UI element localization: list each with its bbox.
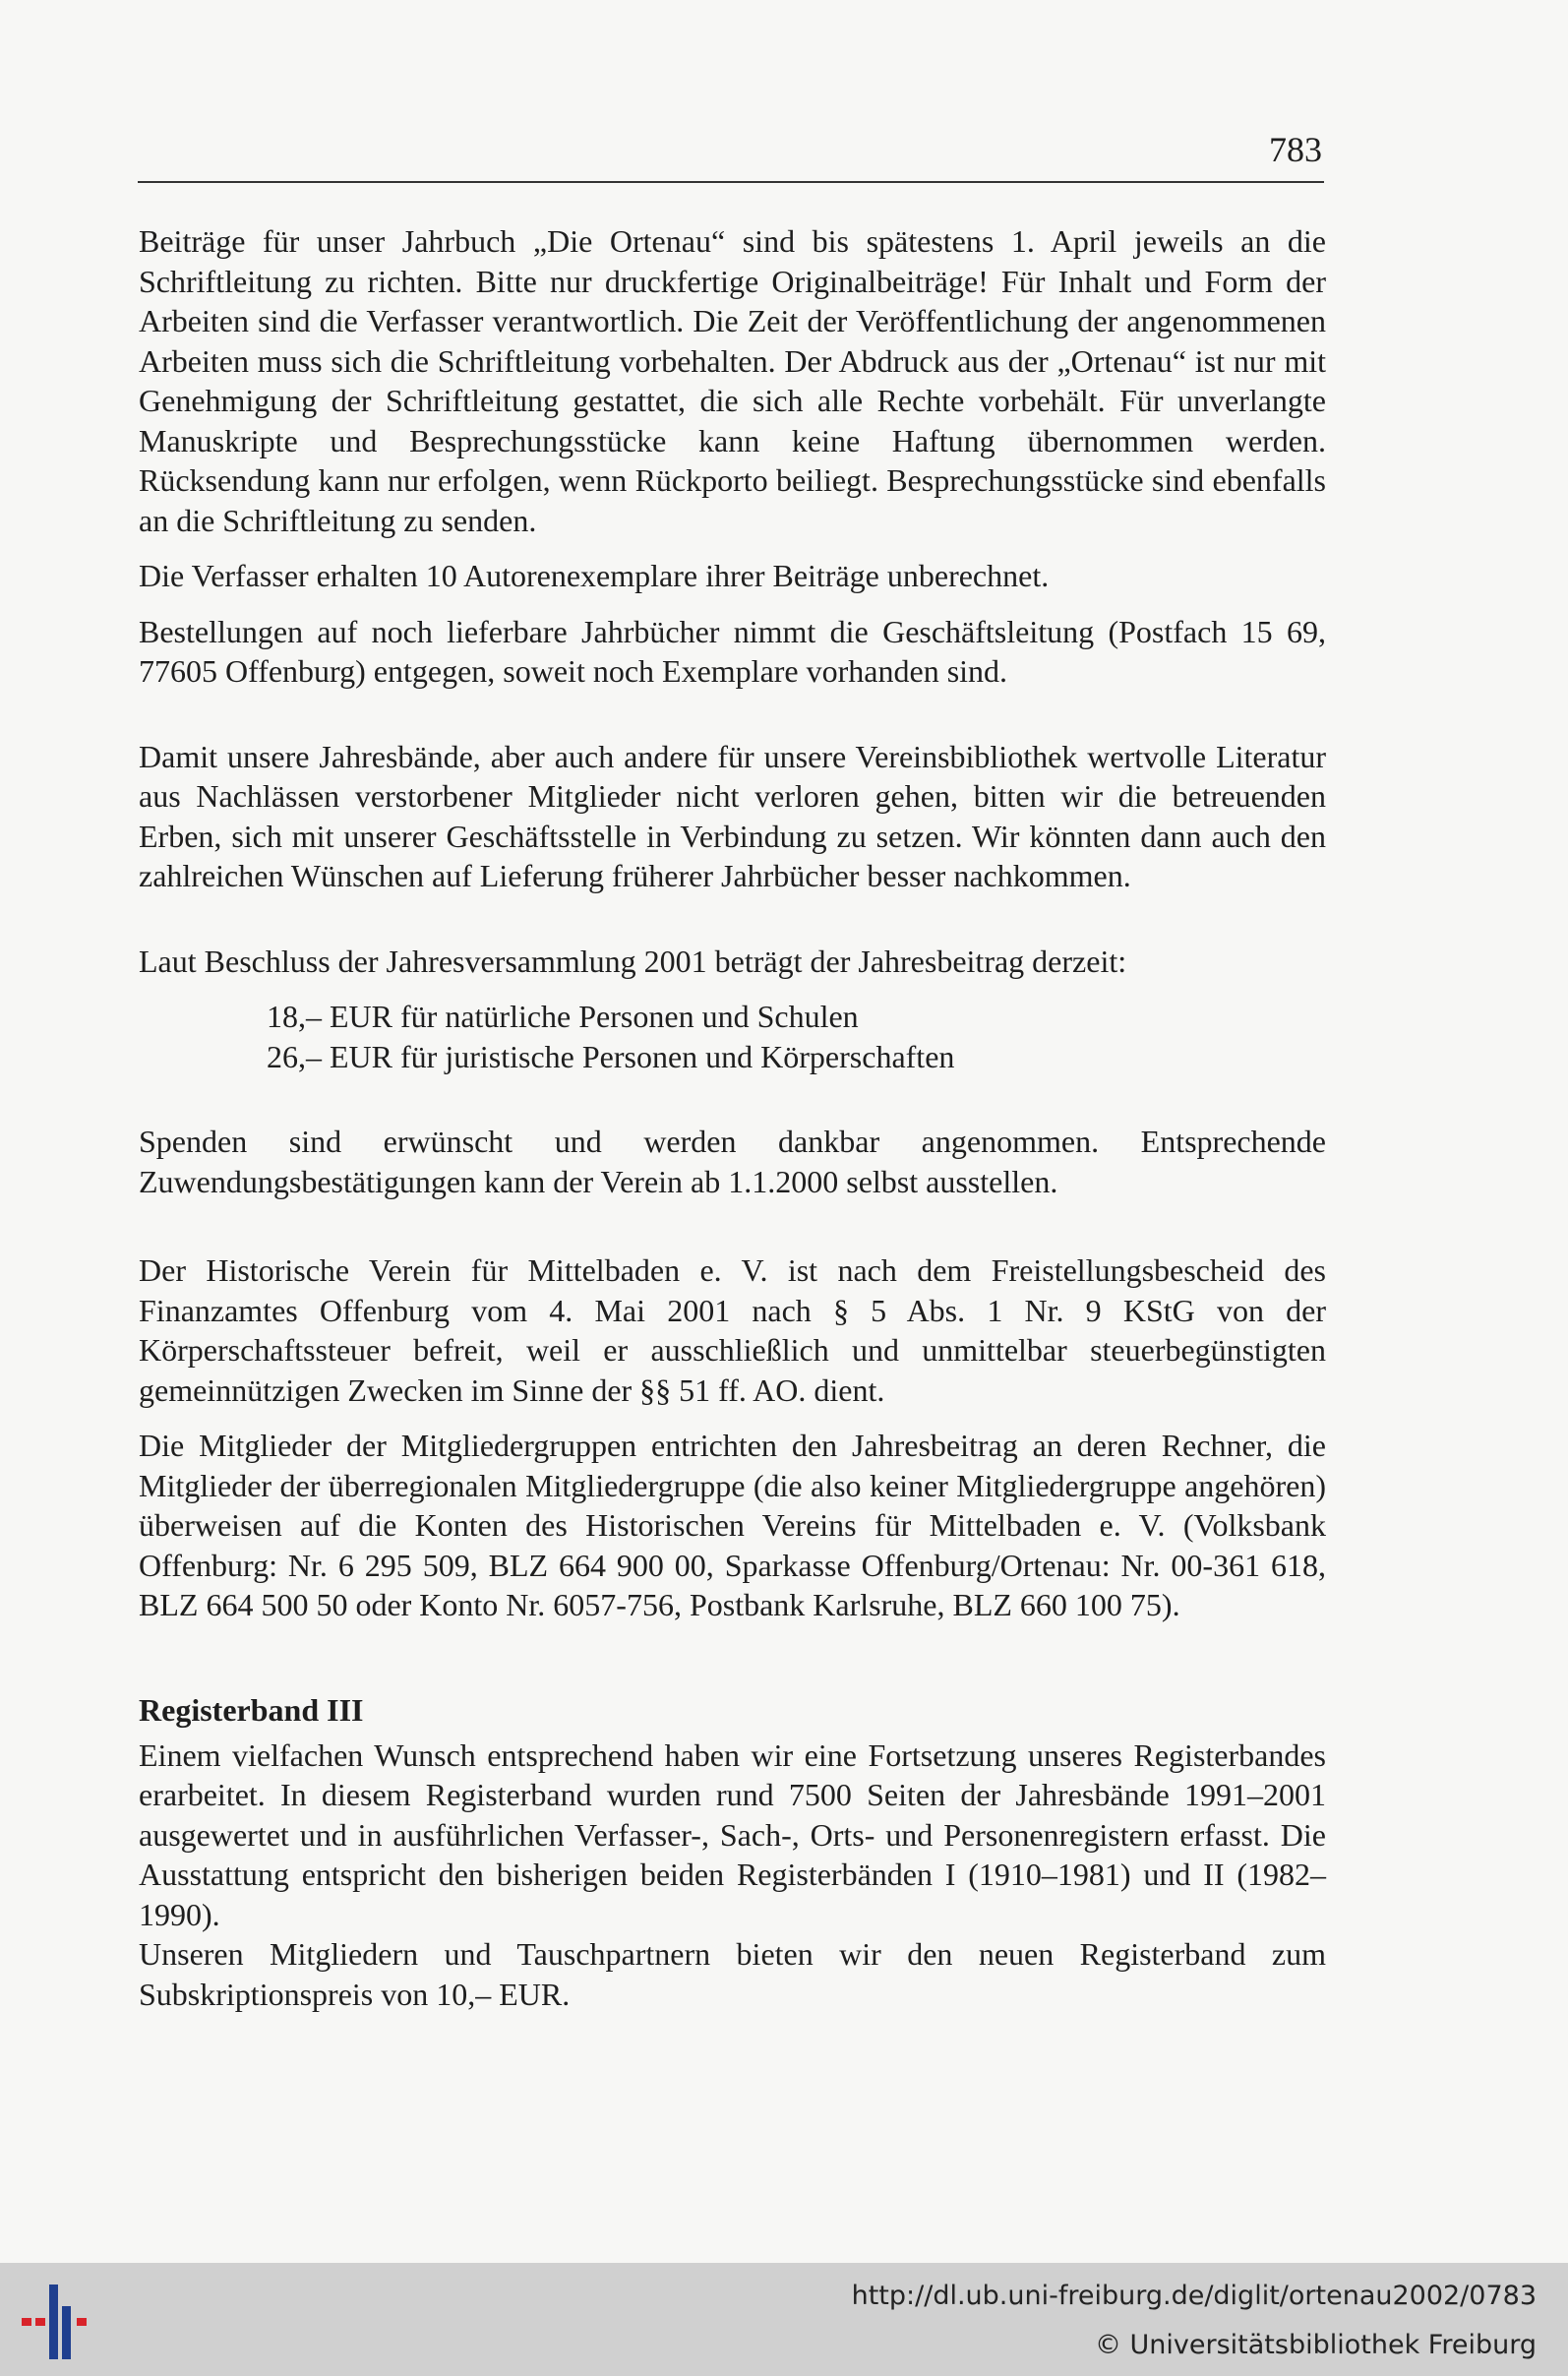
fee-item: 26,– EUR für juristische Personen und Körperschaften bbox=[267, 1038, 955, 1074]
header-rule bbox=[138, 181, 1324, 183]
page-number: 783 bbox=[1269, 130, 1322, 169]
ub-freiburg-logo-icon bbox=[20, 2283, 98, 2361]
paragraph-donations: Spenden sind erwünscht und werden dankbar angenommen. Entsprechende Zuwendungsbestätigungen kann der Verein ab 1.1.2000 selbst ausstellen. bbox=[139, 1124, 1326, 1199]
paragraph-register-volume: Einem vielfachen Wunsch entsprechend haben wir eine Fortsetzung unseres Registerbandes erarbeitet. In diesem Registerband wurden rund 7500 Seiten der Jahresbände 1991–2001 ausgewertet und in ausführlichen Verfasser-, Sach-, Orts- und Personenregistern erfasst. Die Ausstattung entspricht den bisherigen beiden Registerbänden I (1910–1981) und II (1982–1990). bbox=[139, 1736, 1326, 1932]
footer-url-link[interactable]: http://dl.ub.uni-freiburg.de/diglit/ortenau2002/0783 bbox=[851, 2281, 1537, 2311]
fee-item: 18,– EUR für natürliche Personen und Schulen bbox=[267, 999, 859, 1034]
section-heading: Registerband III bbox=[139, 1691, 364, 1728]
footer-bar bbox=[0, 2263, 1568, 2376]
paragraph-orders: Bestellungen auf noch lieferbare Jahrbücher nimmt die Geschäftsleitung (Postfach 15 69, 77605 Offenburg) entgegen, soweit noch Exemplare vorhanden sind. bbox=[139, 613, 1326, 689]
paragraph-estates: Damit unsere Jahresbände, aber auch andere für unsere Vereinsbibliothek wertvolle Literatur aus Nachlässen verstorbener Mitglieder nicht verloren gehen, bitten wir die betreuenden Erben, sich mit unserer Geschäftsstelle in Verbindung zu setzen. Wir könnten dann auch den zahlreichen Wünschen auf Lieferung früherer Jahrbücher besser nachkommen. bbox=[139, 738, 1326, 893]
fee-list bbox=[139, 997, 1326, 1076]
paragraph-submission-guidelines: Beiträge für unser Jahrbuch „Die Ortenau“ sind bis spätestens 1. April jeweils an die Schriftleitung zu richten. Bitte nur druckfertige Originalbeiträge! Für Inhalt und Form der Arbeiten sind die Verfasser verantwortlich. Die Zeit der Veröffentlichung der angenommenen Arbeiten muss sich die Schriftleitung vorbehalten. Der Abdruck aus der „Ortenau“ ist nur mit Genehmigung der Schriftleitung gestattet, die sich alle Rechte vorbehält. Für unverlangte Manuskripte und Besprechungsstücke kann keine Haftung übernommen werden. Rücksendung kann nur erfolgen, wenn Rückporto beiliegt. Besprechungsstücke sind ebenfalls an die Schriftleitung zu senden. bbox=[139, 223, 1326, 538]
paragraph-annual-fee: Laut Beschluss der Jahresversammlung 2001 beträgt der Jahresbeitrag derzeit: bbox=[139, 943, 1127, 979]
paragraph-author-copies: Die Verfasser erhalten 10 Autorenexemplare ihrer Beiträge unberechnet. bbox=[139, 558, 1050, 593]
paragraph-subscription-price: Unseren Mitgliedern und Tauschpartnern bieten wir den neuen Registerband zum Subskriptionspreis von 10,– EUR. bbox=[139, 1936, 1326, 2012]
paragraph-bank-accounts: Die Mitglieder der Mitgliedergruppen entrichten den Jahresbeitrag an deren Rechner, die Mitglieder der überregionalen Mitgliedergruppe (die also keiner Mitgliedergruppe angehören) überweisen auf die Konten des Historischen Vereins für Mittelbaden e. V. (Volksbank Offenburg: Nr. 6 295 509, BLZ 664 900 00, Sparkasse Offenburg/Ortenau: Nr. 00-361 618, BLZ 664 500 50 oder Konto Nr. 6057-756, Postbank Karlsruhe, BLZ 660 100 75). bbox=[139, 1428, 1326, 1622]
page-body bbox=[139, 221, 1326, 2014]
paragraph-tax-exemption: Der Historische Verein für Mittelbaden e. V. ist nach dem Freistellungsbescheid des Finanzamtes Offenburg vom 4. Mai 2001 nach § 5 Abs. 1 Nr. 9 KStG von der Körperschaftssteuer befreit, weil er ausschließlich und unmittelbar steuerbegünstigten gemeinnützigen Zwecken im Sinne der §§ 51 ff. AO. dient. bbox=[139, 1252, 1326, 1408]
footer-copyright: © Universitätsbibliothek Freiburg bbox=[1094, 2330, 1537, 2360]
